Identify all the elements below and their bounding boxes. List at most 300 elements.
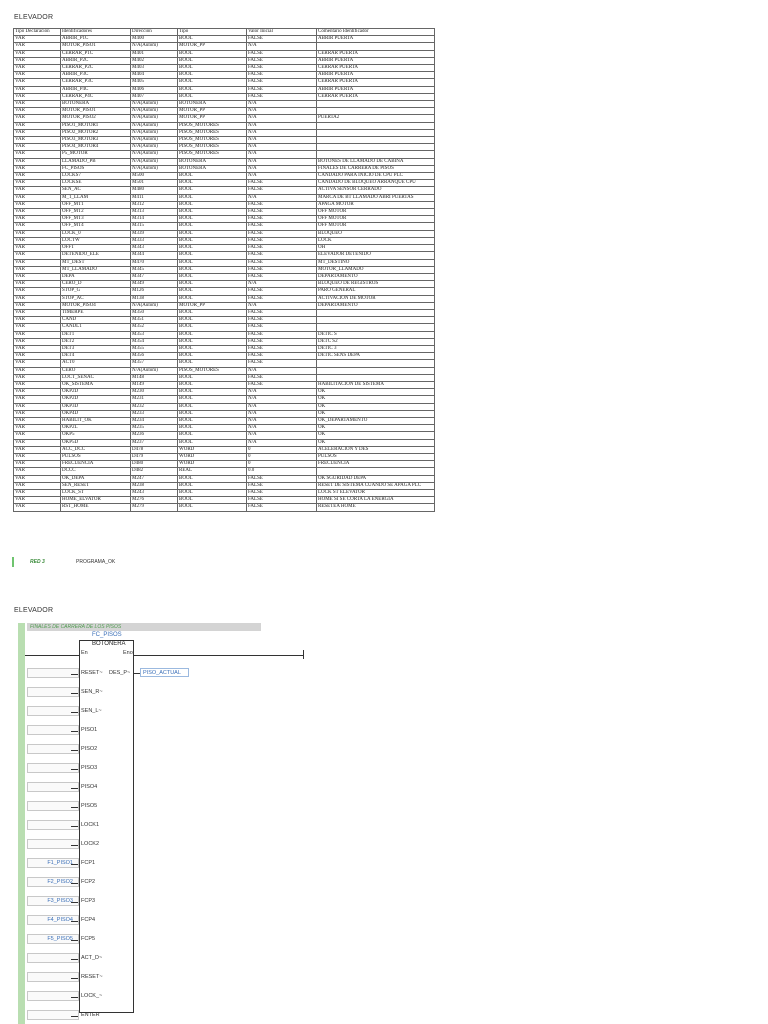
table-row[interactable]: [14, 504, 435, 511]
cell-address: M344: [131, 252, 178, 259]
input-contact-slot[interactable]: [27, 687, 79, 697]
table-row[interactable]: [14, 245, 435, 252]
cell-address: M234: [131, 417, 178, 424]
table-header-row: [14, 29, 435, 36]
table-row[interactable]: [14, 36, 435, 43]
table-row[interactable]: [14, 194, 435, 201]
cell-identifier: LOCKSE: [61, 180, 131, 187]
cell-comment: LOCK ST ELEVATOR: [317, 490, 435, 497]
cell-initial-value: FALSE: [247, 360, 317, 367]
cell-type: BOOL: [178, 245, 247, 252]
cell-initial-value: FALSE: [247, 295, 317, 302]
network-comment: FINALES DE CARRERA DE LOS PISOS: [27, 623, 261, 631]
input-connector: [71, 807, 78, 808]
cell-address: M232: [131, 403, 178, 410]
table-row[interactable]: [14, 129, 435, 136]
input-contact-slot[interactable]: [27, 782, 79, 792]
cell-type: WORD: [178, 446, 247, 453]
cell-type: BOTONERA: [178, 101, 247, 108]
cell-address: N/A(Autom): [131, 115, 178, 122]
cell-comment: OK_DEPARTAMENTO: [317, 417, 435, 424]
input-assigned-variable[interactable]: F5_PISO5: [47, 936, 73, 942]
cell-declaration-type: VAR: [14, 57, 61, 64]
cell-declaration-type: VAR: [14, 86, 61, 93]
input-assigned-variable[interactable]: F4_PISO4: [47, 917, 73, 923]
cell-comment: PUERTA2: [317, 115, 435, 122]
cell-type: BOOL: [178, 295, 247, 302]
table-row[interactable]: [14, 432, 435, 439]
cell-identifier: LLAMADO_PB: [61, 158, 131, 165]
table-row[interactable]: [14, 425, 435, 432]
cell-initial-value: N/A: [247, 281, 317, 288]
cell-identifier: MOTOR_PISO1: [61, 108, 131, 115]
cell-type: BOOL: [178, 57, 247, 64]
table-row[interactable]: [14, 65, 435, 72]
cell-address: N/A(Autom): [131, 165, 178, 172]
table-row[interactable]: [14, 403, 435, 410]
cell-initial-value: N/A: [247, 396, 317, 403]
cell-declaration-type: VAR: [14, 108, 61, 115]
cell-initial-value: FALSE: [247, 288, 317, 295]
table-row[interactable]: [14, 396, 435, 403]
cell-identifier: PISO4_MOTOR4: [61, 144, 131, 151]
cell-address: N/A(Autom): [131, 367, 178, 374]
table-row[interactable]: [14, 324, 435, 331]
cell-identifier: MT_LLAMADO: [61, 266, 131, 273]
cell-comment: [317, 137, 435, 144]
cell-initial-value: N/A: [247, 108, 317, 115]
cell-declaration-type: VAR: [14, 360, 61, 367]
cell-initial-value: FALSE: [247, 374, 317, 381]
input-contact-slot[interactable]: [27, 763, 79, 773]
cell-declaration-type: VAR: [14, 273, 61, 280]
cell-declaration-type: VAR: [14, 223, 61, 230]
cell-initial-value: FALSE: [247, 209, 317, 216]
cell-address: M138: [131, 295, 178, 302]
cell-address: M343: [131, 245, 178, 252]
cell-identifier: MOTOR_PISO4: [61, 302, 131, 309]
table-row[interactable]: [14, 187, 435, 194]
cell-declaration-type: VAR: [14, 158, 61, 165]
cell-comment: CERRAR PUERTA: [317, 93, 435, 100]
cell-comment: FINALES DE CARRERA DE PISOS: [317, 165, 435, 172]
cell-initial-value: FALSE: [247, 381, 317, 388]
cell-address: M345: [131, 266, 178, 273]
input-connector: [71, 959, 78, 960]
cell-initial-value: FALSE: [247, 338, 317, 345]
cell-comment: CERRAR PUERTA: [317, 65, 435, 72]
cell-declaration-type: VAR: [14, 504, 61, 511]
table-row[interactable]: [14, 201, 435, 208]
cell-comment: CANDADO DE BLOQUEO ARRANQUE CPU: [317, 180, 435, 187]
table-row[interactable]: [14, 295, 435, 302]
cell-initial-value: 0.0: [247, 468, 317, 475]
input-pin-label: RESET~: [81, 670, 103, 676]
table-row[interactable]: [14, 353, 435, 360]
cell-declaration-type: VAR: [14, 317, 61, 324]
cell-comment: [317, 122, 435, 129]
cell-initial-value: FALSE: [247, 259, 317, 266]
header-initial-value: Valor Inicial: [247, 29, 317, 36]
cell-declaration-type: VAR: [14, 367, 61, 374]
cell-type: BOOL: [178, 173, 247, 180]
cell-type: BOOL: [178, 389, 247, 396]
cell-comment: OK: [317, 389, 435, 396]
cell-declaration-type: VAR: [14, 381, 61, 388]
cell-address: M313: [131, 209, 178, 216]
cell-initial-value: FALSE: [247, 65, 317, 72]
cell-address: M351: [131, 317, 178, 324]
table-row[interactable]: [14, 237, 435, 244]
table-row[interactable]: [14, 446, 435, 453]
cell-type: BOOL: [178, 180, 247, 187]
input-connector: [71, 693, 78, 694]
cell-identifier: CERRAR_P2C: [61, 65, 131, 72]
cell-initial-value: N/A: [247, 432, 317, 439]
cell-initial-value: FALSE: [247, 331, 317, 338]
cell-comment: ELEVADOR DETENIDO: [317, 252, 435, 259]
input-assigned-variable[interactable]: F2_PISO2: [47, 879, 73, 885]
cell-declaration-type: VAR: [14, 475, 61, 482]
cell-declaration-type: VAR: [14, 345, 61, 352]
cell-address: N/A(Autom): [131, 151, 178, 158]
input-pin-label: PISO1: [81, 727, 98, 733]
table-row[interactable]: [14, 490, 435, 497]
table-row[interactable]: [14, 273, 435, 280]
cell-address: M406: [131, 86, 178, 93]
table-row[interactable]: [14, 497, 435, 504]
cell-address: D478: [131, 446, 178, 453]
cell-comment: RESET DE SISTEMA CUANDO SE APAGA PLC: [317, 482, 435, 489]
cell-type: BOOL: [178, 490, 247, 497]
cell-type: BOOL: [178, 36, 247, 43]
cell-declaration-type: VAR: [14, 43, 61, 50]
input-connector: [71, 674, 78, 675]
header-type: Tipo: [178, 29, 247, 36]
cell-address: M402: [131, 57, 178, 64]
section-title-bottom: ELEVADOR: [14, 607, 54, 614]
input-contact-slot[interactable]: [27, 706, 79, 716]
cell-identifier: LOCK_ST: [61, 490, 131, 497]
cell-identifier: SEN_RESET: [61, 482, 131, 489]
table-row[interactable]: [14, 461, 435, 468]
cell-identifier: OFF_MT1: [61, 201, 131, 208]
cell-type: MOTOR_PP: [178, 302, 247, 309]
cell-identifier: OKP2D: [61, 396, 131, 403]
table-row[interactable]: [14, 180, 435, 187]
cell-declaration-type: VAR: [14, 410, 61, 417]
cell-initial-value: N/A: [247, 165, 317, 172]
cell-identifier: DET1: [61, 331, 131, 338]
cell-identifier: M_1_LLAM: [61, 194, 131, 201]
cell-type: BOOL: [178, 273, 247, 280]
cell-type: BOOL: [178, 439, 247, 446]
cell-identifier: DEPA: [61, 273, 131, 280]
cell-identifier: PISO2_MOTOR2: [61, 129, 131, 136]
cell-identifier: DET4: [61, 353, 131, 360]
cell-comment: ABRIR PUERTA: [317, 72, 435, 79]
cell-declaration-type: VAR: [14, 144, 61, 151]
cell-comment: OK: [317, 403, 435, 410]
table-row[interactable]: [14, 79, 435, 86]
table-row[interactable]: [14, 43, 435, 50]
table-row[interactable]: [14, 209, 435, 216]
input-contact-slot[interactable]: [27, 744, 79, 754]
cell-declaration-type: VAR: [14, 288, 61, 295]
cell-type: PISOS_MOTORES: [178, 144, 247, 151]
cell-identifier: CERO_D: [61, 281, 131, 288]
cell-declaration-type: VAR: [14, 396, 61, 403]
cell-comment: [317, 367, 435, 374]
cell-initial-value: 0: [247, 453, 317, 460]
cell-declaration-type: VAR: [14, 403, 61, 410]
table-row[interactable]: [14, 216, 435, 223]
cell-address: M500: [131, 173, 178, 180]
cell-address: N/A(Autom): [131, 302, 178, 309]
cell-identifier: RST_HOME: [61, 504, 131, 511]
cell-declaration-type: VAR: [14, 36, 61, 43]
cell-type: BOOL: [178, 396, 247, 403]
cell-type: BOOL: [178, 288, 247, 295]
cell-comment: OK SGURIDAD DEPA: [317, 475, 435, 482]
cell-comment: DETIC 3: [317, 345, 435, 352]
table-row[interactable]: [14, 468, 435, 475]
table-row[interactable]: [14, 417, 435, 424]
table-row[interactable]: [14, 144, 435, 151]
table-row[interactable]: [14, 475, 435, 482]
table-row[interactable]: [14, 122, 435, 129]
cell-initial-value: FALSE: [247, 223, 317, 230]
cell-comment: DEPARTAMENTO: [317, 273, 435, 280]
cell-identifier: DETENIDO_ELE: [61, 252, 131, 259]
cell-initial-value: N/A: [247, 144, 317, 151]
table-row[interactable]: [14, 72, 435, 79]
cell-declaration-type: VAR: [14, 425, 61, 432]
table-row[interactable]: [14, 101, 435, 108]
table-row[interactable]: [14, 137, 435, 144]
table-row[interactable]: [14, 108, 435, 115]
cell-identifier: FC_PISOS: [61, 165, 131, 172]
table-row[interactable]: [14, 338, 435, 345]
table-row[interactable]: [14, 367, 435, 374]
table-row[interactable]: [14, 360, 435, 367]
eno-wire: [134, 655, 304, 656]
cell-type: BOOL: [178, 266, 247, 273]
cell-comment: HABILITACION DE SISTEMA: [317, 381, 435, 388]
table-row[interactable]: [14, 389, 435, 396]
input-pin-label: SEN_R~: [81, 689, 103, 695]
input-pin-label: RESET~: [81, 974, 103, 980]
cell-type: BOOL: [178, 475, 247, 482]
cell-comment: [317, 374, 435, 381]
cell-type: BOOL: [178, 345, 247, 352]
input-contact-slot[interactable]: [27, 953, 79, 963]
cell-type: BOOL: [178, 353, 247, 360]
cell-declaration-type: VAR: [14, 259, 61, 266]
cell-declaration-type: VAR: [14, 331, 61, 338]
input-contact-slot[interactable]: [27, 972, 79, 982]
input-contact-slot[interactable]: [27, 668, 79, 678]
input-contact-slot[interactable]: [27, 820, 79, 830]
table-row[interactable]: [14, 158, 435, 165]
cell-declaration-type: VAR: [14, 201, 61, 208]
cell-initial-value: N/A: [247, 439, 317, 446]
cell-type: BOOL: [178, 417, 247, 424]
table-row[interactable]: [14, 439, 435, 446]
cell-identifier: CERRAR_P3C: [61, 79, 131, 86]
cell-declaration-type: VAR: [14, 72, 61, 79]
cell-comment: [317, 324, 435, 331]
cell-identifier: MOTOR_PISO1: [61, 43, 131, 50]
cell-address: M470: [131, 259, 178, 266]
cell-type: BOOL: [178, 65, 247, 72]
cell-comment: [317, 151, 435, 158]
table-row[interactable]: [14, 317, 435, 324]
cell-address: N/A(Autom): [131, 144, 178, 151]
input-contact-slot[interactable]: [27, 1010, 79, 1020]
input-contact-slot[interactable]: [27, 839, 79, 849]
cell-identifier: OK_DEPA: [61, 475, 131, 482]
table-row[interactable]: [14, 302, 435, 309]
cell-comment: [317, 468, 435, 475]
table-row[interactable]: [14, 331, 435, 338]
cell-declaration-type: VAR: [14, 79, 61, 86]
table-row[interactable]: [14, 86, 435, 93]
cell-declaration-type: VAR: [14, 432, 61, 439]
cell-initial-value: N/A: [247, 194, 317, 201]
input-contact-slot[interactable]: [27, 725, 79, 735]
cell-address: M501: [131, 180, 178, 187]
cell-declaration-type: VAR: [14, 295, 61, 302]
table-row[interactable]: [14, 288, 435, 295]
output-variable[interactable]: PISO_ACTUAL: [140, 668, 189, 677]
cell-identifier: PULSOS: [61, 453, 131, 460]
input-connector: [71, 750, 78, 751]
cell-type: BOOL: [178, 324, 247, 331]
cell-initial-value: N/A: [247, 417, 317, 424]
table-row[interactable]: [14, 57, 435, 64]
table-row[interactable]: [14, 309, 435, 316]
input-pin-label: FCP5: [81, 936, 96, 942]
cell-comment: ABRIR PUERTA: [317, 36, 435, 43]
cell-address: N/A(Autom): [131, 122, 178, 129]
table-row[interactable]: [14, 252, 435, 259]
cell-comment: OFF MOTOR: [317, 223, 435, 230]
table-row[interactable]: [14, 223, 435, 230]
cell-type: MOTOR_PP: [178, 108, 247, 115]
table-row[interactable]: [14, 259, 435, 266]
cell-type: PISOS_MOTORES: [178, 122, 247, 129]
cell-address: M238: [131, 482, 178, 489]
cell-type: MOTOR_PP: [178, 115, 247, 122]
input-assigned-variable[interactable]: F3_PISO3: [47, 898, 73, 904]
cell-address: M314: [131, 216, 178, 223]
table-row[interactable]: [14, 230, 435, 237]
input-connector: [71, 769, 78, 770]
cell-identifier: PISO3_MOTOR3: [61, 137, 131, 144]
cell-type: BOOL: [178, 201, 247, 208]
table-row[interactable]: [14, 173, 435, 180]
cell-address: M231: [131, 396, 178, 403]
input-contact-slot[interactable]: [27, 991, 79, 1001]
cell-type: BOOL: [178, 374, 247, 381]
table-row[interactable]: [14, 93, 435, 100]
cell-address: N/A(Autom): [131, 129, 178, 136]
input-connector: [71, 845, 78, 846]
cell-identifier: ABRIR_P1C: [61, 36, 131, 43]
cell-type: BOOL: [178, 259, 247, 266]
input-contact-slot[interactable]: [27, 801, 79, 811]
cell-initial-value: N/A: [247, 115, 317, 122]
section-title-top: ELEVADOR: [14, 14, 54, 21]
table-row[interactable]: [14, 115, 435, 122]
input-connector: [71, 712, 78, 713]
cell-declaration-type: VAR: [14, 461, 61, 468]
table-row[interactable]: [14, 281, 435, 288]
cell-declaration-type: VAR: [14, 446, 61, 453]
table-row[interactable]: [14, 151, 435, 158]
cell-initial-value: N/A: [247, 425, 317, 432]
table-row[interactable]: [14, 381, 435, 388]
function-block-instance-name[interactable]: FC_PISOS: [92, 632, 122, 638]
table-row[interactable]: [14, 410, 435, 417]
cell-initial-value: FALSE: [247, 317, 317, 324]
table-row[interactable]: [14, 50, 435, 57]
input-assigned-variable[interactable]: F1_PISO1: [47, 860, 73, 866]
table-row[interactable]: [14, 374, 435, 381]
cell-address: M235: [131, 425, 178, 432]
cell-initial-value: FALSE: [247, 266, 317, 273]
cell-address: M349: [131, 281, 178, 288]
cell-initial-value: FALSE: [247, 36, 317, 43]
cell-initial-value: N/A: [247, 403, 317, 410]
cell-comment: [317, 101, 435, 108]
table-row[interactable]: [14, 165, 435, 172]
input-pin-label: FCP3: [81, 898, 96, 904]
cell-declaration-type: VAR: [14, 309, 61, 316]
table-row[interactable]: [14, 345, 435, 352]
table-row[interactable]: [14, 266, 435, 273]
cell-address: M149: [131, 381, 178, 388]
cell-initial-value: FALSE: [247, 57, 317, 64]
cell-declaration-type: VAR: [14, 50, 61, 57]
cell-declaration-type: VAR: [14, 165, 61, 172]
cell-comment: ABRIR PUERTA: [317, 86, 435, 93]
cell-type: BOOL: [178, 281, 247, 288]
cell-initial-value: 0: [247, 461, 317, 468]
cell-address: N/A(Autom): [131, 137, 178, 144]
cell-declaration-type: VAR: [14, 417, 61, 424]
cell-address: N/A(Autom): [131, 101, 178, 108]
cell-declaration-type: VAR: [14, 453, 61, 460]
input-pin-label: PISO3: [81, 765, 98, 771]
cell-address: N/A(Autom): [131, 43, 178, 50]
cell-comment: CANDADO PARA INICIO DE CPU PLC: [317, 173, 435, 180]
table-row[interactable]: [14, 453, 435, 460]
table-row[interactable]: [14, 482, 435, 489]
cell-comment: DEPARTAMENTO: [317, 302, 435, 309]
cell-comment: [317, 108, 435, 115]
cell-comment: MT_DESTINO: [317, 259, 435, 266]
network-marker: [12, 557, 14, 567]
cell-initial-value: N/A: [247, 137, 317, 144]
cell-identifier: OKP2L: [61, 425, 131, 432]
cell-identifier: TIMERPE: [61, 309, 131, 316]
cell-type: BOOL: [178, 410, 247, 417]
cell-comment: OK: [317, 396, 435, 403]
pin-output: DES_P~: [109, 670, 131, 676]
input-connector: [71, 788, 78, 789]
